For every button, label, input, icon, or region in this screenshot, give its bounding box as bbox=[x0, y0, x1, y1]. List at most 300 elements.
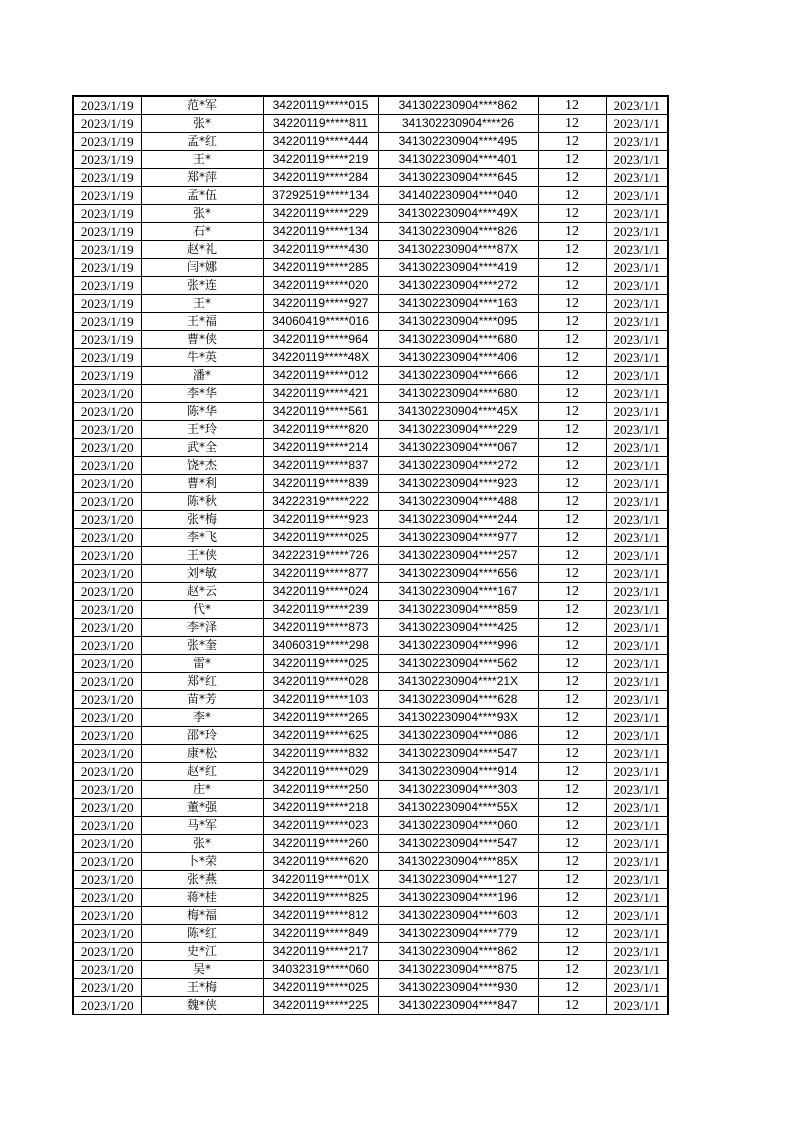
period-cell: 2023/1/1 bbox=[606, 421, 668, 439]
date-cell: 2023/1/19 bbox=[73, 151, 141, 169]
date-cell: 2023/1/20 bbox=[73, 529, 141, 547]
table-row bbox=[73, 133, 668, 151]
table-row bbox=[73, 997, 668, 1015]
account-number-cell: 341302230904****196 bbox=[378, 889, 538, 907]
count-cell: 12 bbox=[538, 943, 606, 961]
account-number-cell: 341302230904****406 bbox=[378, 349, 538, 367]
table-row bbox=[73, 979, 668, 997]
date-cell: 2023/1/20 bbox=[73, 547, 141, 565]
period-cell: 2023/1/1 bbox=[606, 601, 668, 619]
account-number-cell: 341302230904****067 bbox=[378, 439, 538, 457]
id-number-cell: 34220119*****214 bbox=[263, 439, 378, 457]
table-row bbox=[73, 565, 668, 583]
name-cell: 孟*伍 bbox=[141, 187, 263, 205]
period-cell: 2023/1/1 bbox=[606, 709, 668, 727]
name-cell: 庄* bbox=[141, 781, 263, 799]
count-cell: 12 bbox=[538, 799, 606, 817]
name-cell: 张*燕 bbox=[141, 871, 263, 889]
id-number-cell: 34220119*****284 bbox=[263, 169, 378, 187]
period-cell: 2023/1/1 bbox=[606, 799, 668, 817]
id-number-cell: 34220119*****923 bbox=[263, 511, 378, 529]
account-number-cell: 341302230904****095 bbox=[378, 313, 538, 331]
id-number-cell: 34220119*****134 bbox=[263, 223, 378, 241]
account-number-cell: 341302230904****488 bbox=[378, 493, 538, 511]
date-cell: 2023/1/20 bbox=[73, 799, 141, 817]
date-cell: 2023/1/20 bbox=[73, 835, 141, 853]
name-cell: 张* bbox=[141, 205, 263, 223]
account-number-cell: 341302230904****547 bbox=[378, 745, 538, 763]
period-cell: 2023/1/1 bbox=[606, 205, 668, 223]
date-cell: 2023/1/19 bbox=[73, 295, 141, 313]
id-number-cell: 34222319*****222 bbox=[263, 493, 378, 511]
account-number-cell: 341402230904****040 bbox=[378, 187, 538, 205]
name-cell: 卜*荣 bbox=[141, 853, 263, 871]
date-cell: 2023/1/20 bbox=[73, 709, 141, 727]
name-cell: 王*梅 bbox=[141, 979, 263, 997]
period-cell: 2023/1/1 bbox=[606, 349, 668, 367]
period-cell: 2023/1/1 bbox=[606, 781, 668, 799]
id-number-cell: 34220119*****265 bbox=[263, 709, 378, 727]
table-row bbox=[73, 691, 668, 709]
account-number-cell: 341302230904****930 bbox=[378, 979, 538, 997]
count-cell: 12 bbox=[538, 565, 606, 583]
account-number-cell: 341302230904****49X bbox=[378, 205, 538, 223]
id-number-cell: 34220119*****877 bbox=[263, 565, 378, 583]
date-cell: 2023/1/19 bbox=[73, 169, 141, 187]
table-row bbox=[73, 655, 668, 673]
period-cell: 2023/1/1 bbox=[606, 187, 668, 205]
count-cell: 12 bbox=[538, 817, 606, 835]
date-cell: 2023/1/19 bbox=[73, 331, 141, 349]
id-number-cell: 34220119*****811 bbox=[263, 115, 378, 133]
id-number-cell: 34220119*****839 bbox=[263, 475, 378, 493]
count-cell: 12 bbox=[538, 169, 606, 187]
table-row bbox=[73, 673, 668, 691]
count-cell: 12 bbox=[538, 997, 606, 1015]
table-row bbox=[73, 511, 668, 529]
count-cell: 12 bbox=[538, 259, 606, 277]
date-cell: 2023/1/20 bbox=[73, 853, 141, 871]
table-row bbox=[73, 889, 668, 907]
count-cell: 12 bbox=[538, 439, 606, 457]
account-number-cell: 341302230904****779 bbox=[378, 925, 538, 943]
date-cell: 2023/1/19 bbox=[73, 205, 141, 223]
id-number-cell: 34220119*****48X bbox=[263, 349, 378, 367]
period-cell: 2023/1/1 bbox=[606, 96, 668, 115]
period-cell: 2023/1/1 bbox=[606, 403, 668, 421]
period-cell: 2023/1/1 bbox=[606, 313, 668, 331]
period-cell: 2023/1/1 bbox=[606, 457, 668, 475]
date-cell: 2023/1/20 bbox=[73, 439, 141, 457]
table-row bbox=[73, 529, 668, 547]
account-number-cell: 341302230904****562 bbox=[378, 655, 538, 673]
account-number-cell: 341302230904****603 bbox=[378, 907, 538, 925]
table-row bbox=[73, 709, 668, 727]
id-number-cell: 34220119*****837 bbox=[263, 457, 378, 475]
account-number-cell: 341302230904****656 bbox=[378, 565, 538, 583]
count-cell: 12 bbox=[538, 763, 606, 781]
period-cell: 2023/1/1 bbox=[606, 367, 668, 385]
name-cell: 李*华 bbox=[141, 385, 263, 403]
table-row bbox=[73, 763, 668, 781]
date-cell: 2023/1/20 bbox=[73, 583, 141, 601]
count-cell: 12 bbox=[538, 745, 606, 763]
period-cell: 2023/1/1 bbox=[606, 997, 668, 1015]
count-cell: 12 bbox=[538, 889, 606, 907]
period-cell: 2023/1/1 bbox=[606, 727, 668, 745]
count-cell: 12 bbox=[538, 619, 606, 637]
table-row bbox=[73, 925, 668, 943]
period-cell: 2023/1/1 bbox=[606, 133, 668, 151]
date-cell: 2023/1/19 bbox=[73, 313, 141, 331]
count-cell: 12 bbox=[538, 277, 606, 295]
date-cell: 2023/1/20 bbox=[73, 727, 141, 745]
name-cell: 曹*侠 bbox=[141, 331, 263, 349]
period-cell: 2023/1/1 bbox=[606, 961, 668, 979]
account-number-cell: 341302230904****086 bbox=[378, 727, 538, 745]
date-cell: 2023/1/19 bbox=[73, 187, 141, 205]
id-number-cell: 34220119*****260 bbox=[263, 835, 378, 853]
table-row bbox=[73, 96, 668, 115]
name-cell: 王* bbox=[141, 295, 263, 313]
name-cell: 李*飞 bbox=[141, 529, 263, 547]
id-number-cell: 34220119*****820 bbox=[263, 421, 378, 439]
id-number-cell: 34220119*****430 bbox=[263, 241, 378, 259]
count-cell: 12 bbox=[538, 673, 606, 691]
account-number-cell: 341302230904****272 bbox=[378, 277, 538, 295]
account-number-cell: 341302230904****862 bbox=[378, 943, 538, 961]
period-cell: 2023/1/1 bbox=[606, 889, 668, 907]
id-number-cell: 34220119*****024 bbox=[263, 583, 378, 601]
account-number-cell: 341302230904****977 bbox=[378, 529, 538, 547]
period-cell: 2023/1/1 bbox=[606, 655, 668, 673]
date-cell: 2023/1/20 bbox=[73, 889, 141, 907]
date-cell: 2023/1/20 bbox=[73, 781, 141, 799]
period-cell: 2023/1/1 bbox=[606, 331, 668, 349]
name-cell: 郑*红 bbox=[141, 673, 263, 691]
period-cell: 2023/1/1 bbox=[606, 673, 668, 691]
period-cell: 2023/1/1 bbox=[606, 547, 668, 565]
name-cell: 陈*红 bbox=[141, 925, 263, 943]
period-cell: 2023/1/1 bbox=[606, 169, 668, 187]
account-number-cell: 341302230904****26 bbox=[378, 115, 538, 133]
count-cell: 12 bbox=[538, 835, 606, 853]
table-row bbox=[73, 583, 668, 601]
table-row bbox=[73, 331, 668, 349]
id-number-cell: 34220119*****012 bbox=[263, 367, 378, 385]
period-cell: 2023/1/1 bbox=[606, 475, 668, 493]
period-cell: 2023/1/1 bbox=[606, 745, 668, 763]
table-row bbox=[73, 943, 668, 961]
period-cell: 2023/1/1 bbox=[606, 817, 668, 835]
count-cell: 12 bbox=[538, 529, 606, 547]
count-cell: 12 bbox=[538, 223, 606, 241]
name-cell: 石* bbox=[141, 223, 263, 241]
date-cell: 2023/1/19 bbox=[73, 115, 141, 133]
count-cell: 12 bbox=[538, 331, 606, 349]
id-number-cell: 34220119*****015 bbox=[263, 96, 378, 115]
table-row bbox=[73, 817, 668, 835]
period-cell: 2023/1/1 bbox=[606, 439, 668, 457]
date-cell: 2023/1/20 bbox=[73, 493, 141, 511]
count-cell: 12 bbox=[538, 727, 606, 745]
account-number-cell: 341302230904****303 bbox=[378, 781, 538, 799]
account-number-cell: 341302230904****45X bbox=[378, 403, 538, 421]
period-cell: 2023/1/1 bbox=[606, 259, 668, 277]
period-cell: 2023/1/1 bbox=[606, 763, 668, 781]
name-cell: 马*军 bbox=[141, 817, 263, 835]
account-number-cell: 341302230904****680 bbox=[378, 331, 538, 349]
table-row bbox=[73, 781, 668, 799]
table-row bbox=[73, 601, 668, 619]
date-cell: 2023/1/20 bbox=[73, 763, 141, 781]
account-number-cell: 341302230904****923 bbox=[378, 475, 538, 493]
id-number-cell: 34220119*****103 bbox=[263, 691, 378, 709]
id-number-cell: 34060419*****016 bbox=[263, 313, 378, 331]
name-cell: 刘*敏 bbox=[141, 565, 263, 583]
account-number-cell: 341302230904****680 bbox=[378, 385, 538, 403]
account-number-cell: 341302230904****85X bbox=[378, 853, 538, 871]
account-number-cell: 341302230904****163 bbox=[378, 295, 538, 313]
name-cell: 武*全 bbox=[141, 439, 263, 457]
table-row bbox=[73, 907, 668, 925]
count-cell: 12 bbox=[538, 709, 606, 727]
period-cell: 2023/1/1 bbox=[606, 583, 668, 601]
table-row bbox=[73, 115, 668, 133]
name-cell: 郑*萍 bbox=[141, 169, 263, 187]
name-cell: 张*连 bbox=[141, 277, 263, 295]
name-cell: 张* bbox=[141, 835, 263, 853]
id-number-cell: 34220119*****250 bbox=[263, 781, 378, 799]
date-cell: 2023/1/19 bbox=[73, 223, 141, 241]
account-number-cell: 341302230904****645 bbox=[378, 169, 538, 187]
name-cell: 范*军 bbox=[141, 96, 263, 115]
id-number-cell: 34220119*****873 bbox=[263, 619, 378, 637]
count-cell: 12 bbox=[538, 457, 606, 475]
account-number-cell: 341302230904****996 bbox=[378, 637, 538, 655]
date-cell: 2023/1/19 bbox=[73, 259, 141, 277]
account-number-cell: 341302230904****419 bbox=[378, 259, 538, 277]
name-cell: 王*玲 bbox=[141, 421, 263, 439]
period-cell: 2023/1/1 bbox=[606, 853, 668, 871]
name-cell: 张*奎 bbox=[141, 637, 263, 655]
id-number-cell: 34220119*****01X bbox=[263, 871, 378, 889]
count-cell: 12 bbox=[538, 853, 606, 871]
date-cell: 2023/1/20 bbox=[73, 673, 141, 691]
account-number-cell: 341302230904****127 bbox=[378, 871, 538, 889]
id-number-cell: 34220119*****832 bbox=[263, 745, 378, 763]
table-row bbox=[73, 223, 668, 241]
count-cell: 12 bbox=[538, 637, 606, 655]
id-number-cell: 37292519*****134 bbox=[263, 187, 378, 205]
account-number-cell: 341302230904****244 bbox=[378, 511, 538, 529]
name-cell: 赵*礼 bbox=[141, 241, 263, 259]
id-number-cell: 34220119*****964 bbox=[263, 331, 378, 349]
table-row bbox=[73, 727, 668, 745]
date-cell: 2023/1/20 bbox=[73, 655, 141, 673]
count-cell: 12 bbox=[538, 187, 606, 205]
id-number-cell: 34220119*****225 bbox=[263, 997, 378, 1015]
date-cell: 2023/1/20 bbox=[73, 457, 141, 475]
name-cell: 饶*杰 bbox=[141, 457, 263, 475]
name-cell: 牛*英 bbox=[141, 349, 263, 367]
table-row bbox=[73, 493, 668, 511]
count-cell: 12 bbox=[538, 547, 606, 565]
id-number-cell: 34032319*****060 bbox=[263, 961, 378, 979]
date-cell: 2023/1/19 bbox=[73, 349, 141, 367]
account-number-cell: 341302230904****272 bbox=[378, 457, 538, 475]
count-cell: 12 bbox=[538, 349, 606, 367]
date-cell: 2023/1/20 bbox=[73, 637, 141, 655]
id-number-cell: 34220119*****421 bbox=[263, 385, 378, 403]
name-cell: 魏*侠 bbox=[141, 997, 263, 1015]
id-number-cell: 34220119*****625 bbox=[263, 727, 378, 745]
period-cell: 2023/1/1 bbox=[606, 907, 668, 925]
account-number-cell: 341302230904****628 bbox=[378, 691, 538, 709]
name-cell: 蒋*桂 bbox=[141, 889, 263, 907]
id-number-cell: 34220119*****025 bbox=[263, 529, 378, 547]
count-cell: 12 bbox=[538, 511, 606, 529]
table-row bbox=[73, 403, 668, 421]
name-cell: 康*松 bbox=[141, 745, 263, 763]
date-cell: 2023/1/20 bbox=[73, 619, 141, 637]
id-number-cell: 34220119*****927 bbox=[263, 295, 378, 313]
count-cell: 12 bbox=[538, 241, 606, 259]
account-number-cell: 341302230904****93X bbox=[378, 709, 538, 727]
table-row bbox=[73, 745, 668, 763]
name-cell: 闫*娜 bbox=[141, 259, 263, 277]
name-cell: 雷* bbox=[141, 655, 263, 673]
date-cell: 2023/1/20 bbox=[73, 475, 141, 493]
table-row bbox=[73, 367, 668, 385]
period-cell: 2023/1/1 bbox=[606, 943, 668, 961]
id-number-cell: 34220119*****218 bbox=[263, 799, 378, 817]
table-row bbox=[73, 853, 668, 871]
date-cell: 2023/1/20 bbox=[73, 421, 141, 439]
table-row bbox=[73, 637, 668, 655]
account-number-cell: 341302230904****55X bbox=[378, 799, 538, 817]
name-cell: 梅*福 bbox=[141, 907, 263, 925]
table-row bbox=[73, 349, 668, 367]
count-cell: 12 bbox=[538, 925, 606, 943]
date-cell: 2023/1/20 bbox=[73, 943, 141, 961]
name-cell: 邵*玲 bbox=[141, 727, 263, 745]
name-cell: 董*强 bbox=[141, 799, 263, 817]
id-number-cell: 34220119*****561 bbox=[263, 403, 378, 421]
id-number-cell: 34060319*****298 bbox=[263, 637, 378, 655]
name-cell: 史*江 bbox=[141, 943, 263, 961]
date-cell: 2023/1/20 bbox=[73, 385, 141, 403]
period-cell: 2023/1/1 bbox=[606, 115, 668, 133]
table-row bbox=[73, 871, 668, 889]
table-row bbox=[73, 961, 668, 979]
id-number-cell: 34220119*****812 bbox=[263, 907, 378, 925]
table-row bbox=[73, 169, 668, 187]
table-row bbox=[73, 619, 668, 637]
date-cell: 2023/1/20 bbox=[73, 925, 141, 943]
table-body bbox=[73, 96, 668, 1015]
id-number-cell: 34220119*****849 bbox=[263, 925, 378, 943]
date-cell: 2023/1/20 bbox=[73, 979, 141, 997]
account-number-cell: 341302230904****229 bbox=[378, 421, 538, 439]
id-number-cell: 34220119*****023 bbox=[263, 817, 378, 835]
period-cell: 2023/1/1 bbox=[606, 277, 668, 295]
account-number-cell: 341302230904****495 bbox=[378, 133, 538, 151]
data-table bbox=[72, 95, 669, 1015]
table-row bbox=[73, 187, 668, 205]
name-cell: 陈*秋 bbox=[141, 493, 263, 511]
table-row bbox=[73, 241, 668, 259]
count-cell: 12 bbox=[538, 601, 606, 619]
name-cell: 张* bbox=[141, 115, 263, 133]
period-cell: 2023/1/1 bbox=[606, 925, 668, 943]
count-cell: 12 bbox=[538, 205, 606, 223]
table-row bbox=[73, 205, 668, 223]
name-cell: 陈*华 bbox=[141, 403, 263, 421]
count-cell: 12 bbox=[538, 385, 606, 403]
date-cell: 2023/1/19 bbox=[73, 367, 141, 385]
name-cell: 苗*芳 bbox=[141, 691, 263, 709]
name-cell: 赵*红 bbox=[141, 763, 263, 781]
account-number-cell: 341302230904****87X bbox=[378, 241, 538, 259]
count-cell: 12 bbox=[538, 475, 606, 493]
account-number-cell: 341302230904****547 bbox=[378, 835, 538, 853]
date-cell: 2023/1/20 bbox=[73, 997, 141, 1015]
count-cell: 12 bbox=[538, 313, 606, 331]
id-number-cell: 34220119*****620 bbox=[263, 853, 378, 871]
count-cell: 12 bbox=[538, 655, 606, 673]
account-number-cell: 341302230904****666 bbox=[378, 367, 538, 385]
table-row bbox=[73, 277, 668, 295]
date-cell: 2023/1/20 bbox=[73, 907, 141, 925]
count-cell: 12 bbox=[538, 961, 606, 979]
id-number-cell: 34222319*****726 bbox=[263, 547, 378, 565]
date-cell: 2023/1/20 bbox=[73, 601, 141, 619]
account-number-cell: 341302230904****060 bbox=[378, 817, 538, 835]
period-cell: 2023/1/1 bbox=[606, 151, 668, 169]
count-cell: 12 bbox=[538, 871, 606, 889]
id-number-cell: 34220119*****020 bbox=[263, 277, 378, 295]
count-cell: 12 bbox=[538, 403, 606, 421]
account-number-cell: 341302230904****425 bbox=[378, 619, 538, 637]
table-row bbox=[73, 259, 668, 277]
count-cell: 12 bbox=[538, 907, 606, 925]
name-cell: 王*福 bbox=[141, 313, 263, 331]
count-cell: 12 bbox=[538, 367, 606, 385]
table-row bbox=[73, 835, 668, 853]
period-cell: 2023/1/1 bbox=[606, 295, 668, 313]
date-cell: 2023/1/20 bbox=[73, 403, 141, 421]
name-cell: 吴* bbox=[141, 961, 263, 979]
count-cell: 12 bbox=[538, 421, 606, 439]
account-number-cell: 341302230904****826 bbox=[378, 223, 538, 241]
id-number-cell: 34220119*****285 bbox=[263, 259, 378, 277]
table-row bbox=[73, 439, 668, 457]
date-cell: 2023/1/20 bbox=[73, 565, 141, 583]
account-number-cell: 341302230904****859 bbox=[378, 601, 538, 619]
date-cell: 2023/1/20 bbox=[73, 961, 141, 979]
count-cell: 12 bbox=[538, 493, 606, 511]
name-cell: 赵*云 bbox=[141, 583, 263, 601]
count-cell: 12 bbox=[538, 133, 606, 151]
period-cell: 2023/1/1 bbox=[606, 385, 668, 403]
account-number-cell: 341302230904****847 bbox=[378, 997, 538, 1015]
count-cell: 12 bbox=[538, 96, 606, 115]
count-cell: 12 bbox=[538, 295, 606, 313]
period-cell: 2023/1/1 bbox=[606, 565, 668, 583]
count-cell: 12 bbox=[538, 691, 606, 709]
date-cell: 2023/1/20 bbox=[73, 691, 141, 709]
